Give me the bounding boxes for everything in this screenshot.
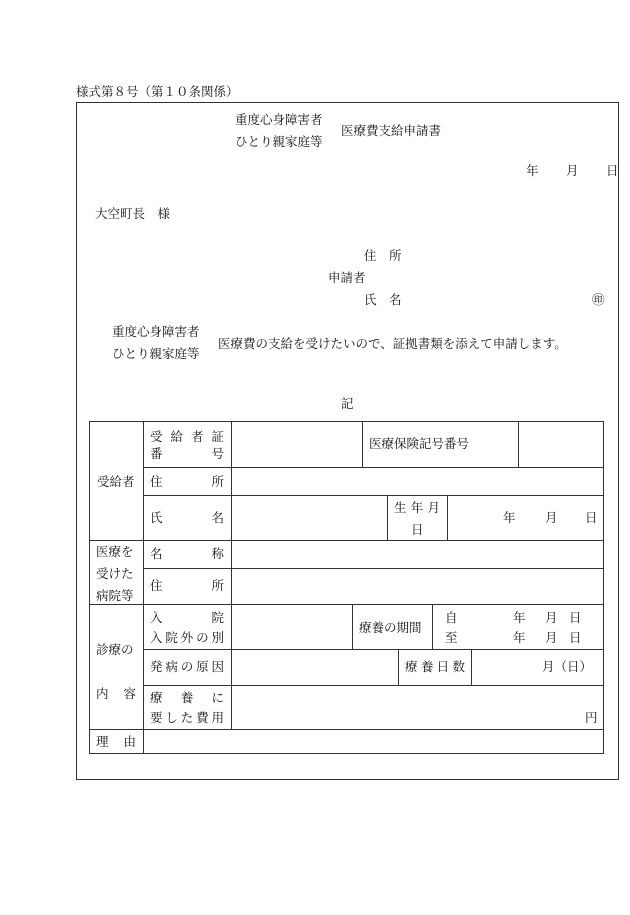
form-title: 医療費支給申請書 (341, 123, 442, 138)
hospital-address-label: 住 所 (150, 578, 224, 593)
form-number: 様式第８号（第１０条関係） (76, 84, 239, 99)
header-category-line2: ひとり親家庭等 (235, 134, 323, 149)
statement-text: 医療費の支給を受けたいので、証拠書類を添えて申請します。 (218, 336, 567, 351)
applicant-label: 申請者 (328, 270, 366, 285)
birth-label-line1: 生 年 月 (394, 500, 440, 515)
birth-label-line2: 日 (411, 522, 424, 537)
inout-label-line1: 入 院 (150, 610, 224, 625)
treatment-label-line1: 診療の (96, 642, 134, 657)
addressee: 大空町長 様 (95, 206, 171, 221)
cause-label: 発 病 の 原 因 (150, 659, 224, 674)
seal-mark: ㊞ (592, 292, 605, 307)
insurance-number-label: 医療保険記号番号 (369, 436, 470, 451)
hospital-label-line1: 医療を (96, 544, 134, 559)
hospital-label-line2: 受けた (96, 566, 134, 581)
cost-label-line2: 要 し た 費 用 (150, 710, 224, 725)
to-month: 月 (545, 630, 558, 645)
period-from: 自 (445, 610, 458, 625)
date-day: 日 (606, 163, 619, 178)
from-month: 月 (545, 610, 558, 625)
period-label: 療養の期間 (359, 620, 422, 635)
cost-yen: 円 (585, 710, 598, 725)
period-to: 至 (445, 630, 458, 645)
days-label: 療 養 日 数 (405, 659, 465, 674)
to-day: 日 (569, 630, 582, 645)
recipient-name-label: 氏 名 (150, 510, 224, 525)
date-year: 年 (526, 163, 539, 178)
days-unit: 月（日） (542, 659, 593, 674)
treatment-label-line2: 内 容 (96, 686, 136, 701)
hospital-label-line3: 病院等 (96, 588, 134, 603)
from-year: 年 (513, 610, 526, 625)
date-month: 月 (566, 163, 579, 178)
inout-label-line2: 入 院 外 の 別 (150, 630, 224, 645)
statement-category-line1: 重度心身障害者 (112, 324, 200, 339)
applicant-name-label: 氏 名 (364, 292, 402, 307)
recipient-label: 受給者 (97, 474, 135, 489)
applicant-address-label: 住 所 (364, 248, 402, 263)
statement-category-line2: ひとり親家庭等 (112, 346, 200, 361)
recipient-address-label: 住 所 (150, 474, 224, 489)
cert-number-line2: 番 号 (150, 446, 224, 461)
cert-number-line1: 受 給 者 証 (150, 429, 224, 444)
hospital-name-label: 名 称 (150, 546, 224, 561)
from-day: 日 (569, 610, 582, 625)
birth-day: 日 (585, 510, 598, 525)
birth-month: 月 (545, 510, 558, 525)
reason-label: 理 由 (96, 734, 136, 749)
cost-label-line1: 療 養 に (150, 690, 224, 705)
birth-year: 年 (503, 510, 516, 525)
ki-label: 記 (341, 396, 354, 411)
header-category-line1: 重度心身障害者 (235, 112, 323, 127)
to-year: 年 (513, 630, 526, 645)
